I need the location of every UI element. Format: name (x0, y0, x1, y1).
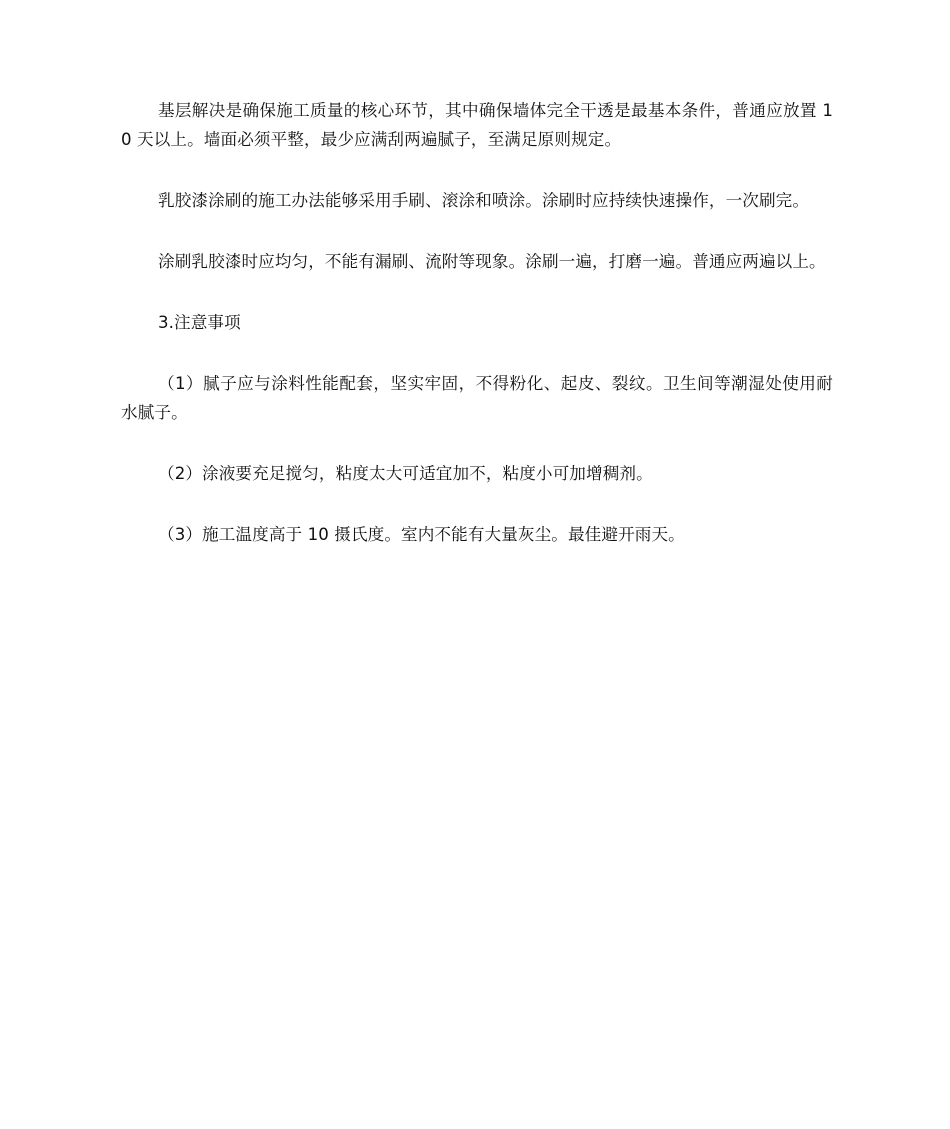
precaution-item-1: （1）腻子应与涂料性能配套，坚实牢固，不得粉化、起皮、裂纹。卫生间等潮湿处使用耐水腻子。 (121, 374, 833, 422)
paragraph-application-methods: 乳胶漆涂刷的施工办法能够采用手刷、滚涂和喷涂。涂刷时应持续快速操作，一次刷完。 (158, 191, 810, 210)
precaution-item-3: （3）施工温度高于 10 摄氏度。室内不能有大量灰尘。最佳避开雨天。 (158, 525, 685, 544)
section-heading-precautions: 3.注意事项 (158, 313, 241, 332)
document-body (121, 96, 833, 581)
precaution-item-2: （2）涂液要充足搅匀，粘度太大可适宜加不，粘度小可加增稠剂。 (158, 464, 653, 483)
paragraph-coating-uniformity: 涂刷乳胶漆时应均匀，不能有漏刷、流附等现象。涂刷一遍，打磨一遍。普通应两遍以上。 (158, 252, 826, 271)
paragraph-substrate-prep: 基层解决是确保施工质量的核心环节，其中确保墙体完全干透是最基本条件，普通应放置 10 天以上。墙面必须平整，最少应满刮两遍腻子，至满足原则规定。 (121, 101, 833, 149)
